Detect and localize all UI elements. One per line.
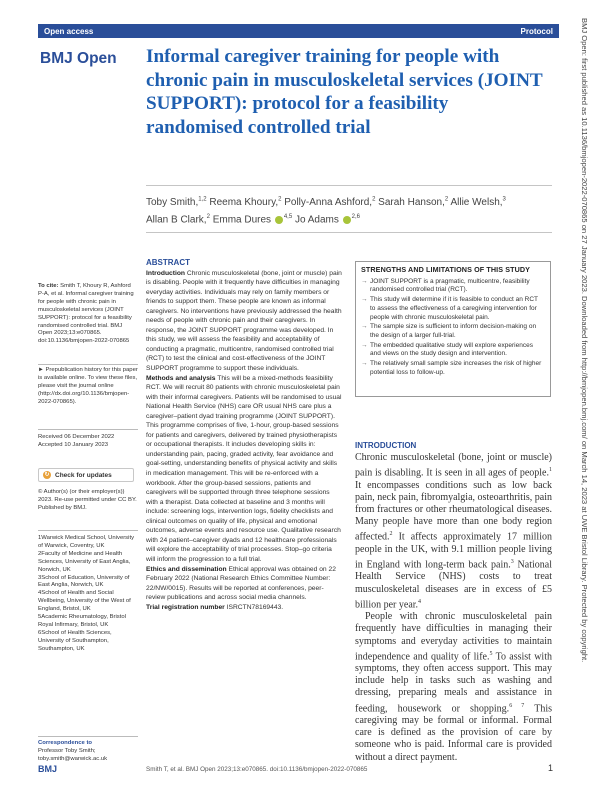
strengths-limitations-box [355,261,551,397]
check-updates-label: Check for updates [55,471,112,479]
strength-text: JOINT SUPPORT is a pragmatic, multicentre, feasibility randomised controlled trial (RCT). [370,277,530,294]
author-list [146,193,546,228]
accepted-date: Accepted 10 January 2023 [38,441,109,448]
journal-logo: BMJ Open [40,50,117,67]
sidebar-divider [38,429,138,430]
orcid-icon[interactable] [275,216,283,224]
section-text: Ethical approval was obtained on 22 February 2022 (National Research Ethics Committee Number: 22/NW/0015). Results will be reported at conferences, peer-review publications and across social media channels. [146,565,336,602]
author-affiliation: 2 [372,197,376,203]
author-line-1 [146,197,506,208]
author-affiliation: 2 [206,214,210,221]
abstract-heading: ABSTRACT [146,258,190,267]
affiliation-item: 5Academic Rheumatology, Bristol Royal Infirmary, Bristol, UK [38,614,126,628]
abstract-ethics [146,565,342,603]
author-name: Emma Dures [209,214,274,226]
strength-text: The sample size is sufficient to inform decision-making on the design of a larger full-trial. [370,323,537,339]
affiliation-item: 1Warwick Medical School, University of Warwick, Coventry, UK [38,535,135,549]
text-run: People with chronic musculoskeletal pain frequently have difficulties in managing their symptoms and everyday activities to maintain independence and quality of life. [355,611,552,662]
author-affiliation: 3 [502,197,506,203]
author-name: Sarah Hanson, [375,197,445,209]
reference[interactable]: 2 [389,531,393,538]
dates-block [38,434,138,450]
paragraph [355,452,552,611]
section-label: Trial registration number [146,603,225,611]
text-run: Chronic musculoskeletal (bone, joint or muscle) pain is disabling. It is seen in all ages of people. [355,452,552,479]
strength-text: This study will determine if it is feasible to conduct an RCT to assess the effectiveness of a caregiving intervention for people with chronic musculoskeletal pain. [370,296,538,321]
correspondence-heading: Correspondence to [38,740,93,746]
text-run: It affects approximately 17 million people in the UK, with 9.1 million people living in England with long-term back pain. [355,531,552,571]
orcid-icon[interactable] [343,216,351,224]
author-affiliation: 2 [444,197,449,203]
reference[interactable]: 3 [510,558,514,565]
arrow-icon: → [361,341,368,349]
introduction-heading: INTRODUCTION [355,441,417,450]
download-notice [577,18,591,778]
arrow-icon: → [361,323,368,331]
abstract-methods [146,374,342,565]
text-run: To assist with symptoms, they often access support. This may include help in tasks such as washing and dressing, preparing meals and assistance in feeding, housework or shopping. [355,650,552,714]
section-text: This will be a mixed-methods feasibility RCT. We will recruit 80 patients with chronic musculoskeletal pain with their informal caregivers. Patients will be randomised to usual National Health Service (NHS) care OR usual NHS care plus a caregiver–patient dyad training programme (JOINT SUPPORT). This programme comprises of five, 1-hour, group-based sessions for patients and caregivers, delivered by trained physiotherapists or occupational therapists. It includes developing skills in: understanding pain, pacing, graded activity, fear avoidance and goal-setting, understanding benefits of physical activity and skills in medication management. This will be re-enforced with a workbook. After the group-based sessions, patients and caregivers will be supported through three telephone sessions with a therapist. Data collected at baseline and 3 months will include: screening logs, intervention logs, fidelity checklists and clinical outcomes on quality of life, physical and emotional outcomes, adverse events and resource use. Qualitative research with 24 patient–caregiver dyads and 12 healthcare professionals will explore the acceptability of trial processes. Stop–go criteria will inform the progression to a full trial. [146,374,342,563]
reference[interactable]: 5 [489,650,493,657]
title-divider [146,185,552,186]
cite-label: To cite: [38,283,59,289]
author-name: Allie Welsh, [448,197,503,209]
text-run: National Health Service (NHS) costs to treat musculoskeletal diseases are in excess of £5 billion per year. [355,559,552,611]
abstract [146,258,342,612]
page-number: 1 [548,763,554,773]
strengths-heading: STRENGTHS AND LIMITATIONS OF THIS STUDY [361,265,531,274]
section-label: Introduction [146,269,186,277]
strengths-list [361,278,545,378]
affiliation-item: 4School of Health and Social Wellbeing, University of the West of England, Bristol, UK [38,590,131,613]
correspondence-name: Professor Toby Smith; [38,747,96,754]
affiliation-item: 2Faculty of Medicine and Health Sciences, University of East Anglia, Norwich, UK [38,550,131,573]
arrow-icon: → [361,296,368,304]
author-name: Reema Khoury, [206,197,279,209]
check-for-updates-button[interactable] [38,468,134,482]
affiliations-list [38,535,138,654]
reference[interactable]: 6 7 [509,702,525,709]
sidebar-divider [38,530,138,531]
article-type-label: Protocol [520,26,553,36]
cite-text: Smith T, Khoury R, Ashford P-A, et al. Informal caregiver training for people with chronic pain in musculoskeletal services (JOINT SUPPORT): protocol for a feasibility randomised controlled trial. BMJ Open 2023;13:e070865. doi:10.1136/bmjopen-2022-070865 [38,283,134,345]
author-affiliation: 2 [278,197,282,203]
reference[interactable]: 4 [418,598,422,605]
correspondence-email[interactable]: toby.smith@warwick.ac.uk [38,755,108,762]
reference[interactable]: 1 [549,467,552,474]
top-banner [38,24,559,38]
author-name: Polly-Anna Ashford, [281,197,373,209]
strength-item [361,342,545,359]
strength-item [361,360,545,377]
section-text: ISRCTN78169443. [224,603,284,611]
received-date: Received 06 December 2022 [38,434,115,440]
article-title: Informal caregiver training for people with chronic pain in musculoskeletal services (JOINT SUPPORT): protocol for a feasibility randomised controlled trial [146,46,543,138]
author-name: Jo Adams [292,214,342,226]
section-label: Ethics and dissemination [146,565,227,573]
copyright-note: © Author(s) (or their employer(s)) 2023. Re-use permitted under CC BY. Published by BMJ. [38,489,137,511]
text-run: This caregiving may be formal or informal. Formal care is defined as the provision of care by someone who is paid. Informal care is provided without a direct payment. [355,702,552,763]
author-affiliation: 2,6 [351,214,360,221]
abstract-introduction [146,269,342,374]
arrow-icon: → [361,360,368,368]
open-access-label: Open access [44,26,94,36]
strength-text: The relatively small sample size increases the risk of higher potential loss to follow-up. [370,360,542,376]
download-notice-text: BMJ Open: first published as 10.1136/bmjopen-2022-070865 on 27 January 2023. Downloaded from http://bmjopen.bmj.com/ on March 14, 2023 at UWE Bristol Library. Protected by copyright. [580,18,589,663]
author-name: Toby Smith, [146,197,199,209]
section-label: Methods and analysis [146,374,216,382]
prepublication-note[interactable]: ► Prepublication history for this paper is available online. To view these files, please visit the journal online (http://dx.doi.org/10.1136/bmjopen-2022-070865). [38,367,138,405]
correspondence-block [38,740,138,764]
sidebar-divider [38,736,138,737]
abstract-trial-registration [146,603,342,613]
text-run: It encompasses conditions such as low back pain, neck pain, fibromyalgia, osteoarthritis, pain from fractures or other rheumatological diseases. Many people have more than one body region affected. [355,479,552,543]
section-text: Chronic musculoskeletal (bone, joint or muscle) pain is disabling. People with it frequently have difficulties in managing everyday activities. Individuals may rely on family members or friends to support them. These people are known as informal caregivers. No interventions have previously addressed the health needs of people with chronic pain and their caregivers. In response, the JOINT SUPPORT programme was developed. In this study, we will assess the feasibility and acceptability of conducting a pragmatic, multicentre, randomised controlled trial (RCT) to test the clinical and cost-effectiveness of the JOINT SUPPORT programme to support these individuals. [146,269,342,373]
footer-citation: Smith T, et al. BMJ Open 2023;13:e070865. doi:10.1136/bmjopen-2022-070865 [146,766,368,773]
authors-divider [146,232,552,233]
refresh-icon: ↻ [44,472,50,478]
strength-text: The embedded qualitative study will explore experiences and views on the study design and intervention. [370,341,533,358]
paragraph [355,611,552,764]
sidebar-divider [38,364,138,365]
bmj-footer-logo: BMJ [38,764,58,774]
arrow-icon: → [361,277,368,285]
author-affiliation: 1,2 [198,197,207,203]
introduction-body [355,452,552,764]
strength-item [361,296,545,322]
strength-item [361,278,545,295]
citation-block [38,283,138,346]
author-name: Allan B Clark, [146,214,207,226]
affiliation-item: 6School of Health Sciences, University of Southampton, Southampton, UK [38,629,112,652]
affiliation-item: 3School of Education, University of East Anglia, Norwich, UK [38,574,130,589]
author-affiliation: 4,5 [283,214,293,221]
strength-item [361,323,545,340]
